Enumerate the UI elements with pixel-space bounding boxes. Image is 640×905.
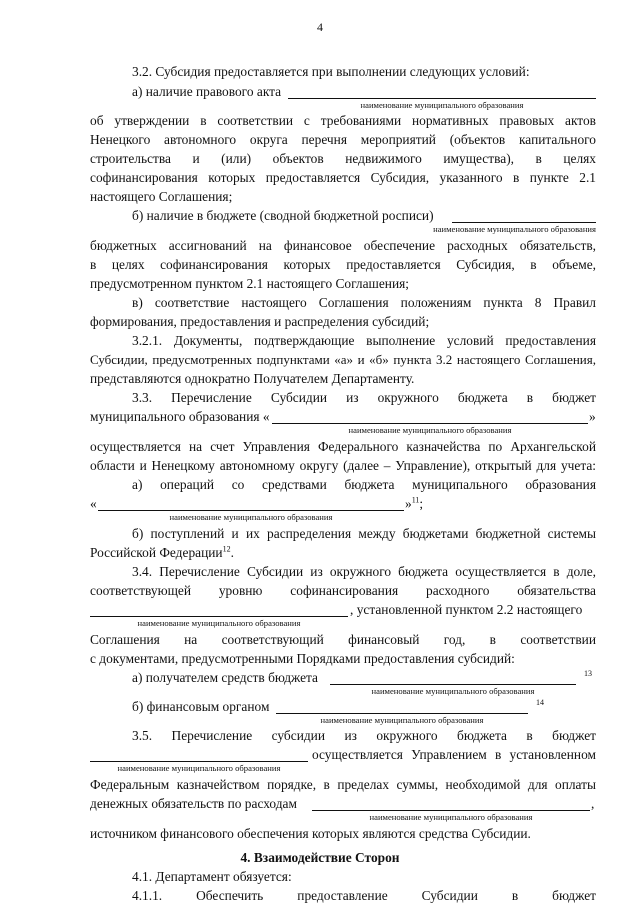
clause-3-4-a-label: а) получателем средств бюджета <box>132 670 318 685</box>
footnote-ref: 14 <box>536 698 544 707</box>
field-caption: наименование муниципального образования <box>320 715 484 725</box>
paragraph-line <box>90 546 234 559</box>
blank-line <box>98 510 404 511</box>
blank-line <box>330 684 576 685</box>
footnote-ref: 13 <box>584 669 592 678</box>
paragraph-line: в) соответствие настоящего Соглашения положениям пункта 8 Правил <box>132 295 596 310</box>
field-caption: наименование муниципального образования <box>360 100 524 110</box>
field-caption: наименование муниципального образования <box>369 812 533 822</box>
field-caption: наименование муниципального образования <box>169 512 333 522</box>
paragraph-line: Федеральным казначейством порядке, в пределах суммы, необходимой для оплаты <box>90 777 596 792</box>
section-heading: 4. Взаимодействие Сторон <box>240 850 400 865</box>
paragraph-line: б) поступлений и их распределения между бюджетами бюджетной системы <box>132 526 596 541</box>
footnote-ref: 12 <box>222 544 231 554</box>
paragraph-line: 4.1. Департамент обязуется: <box>132 869 292 884</box>
field-caption: наименование муниципального образования <box>137 618 301 628</box>
paragraph-line: осуществляется на счет Управления Федерального казначейства по Архангельской <box>90 439 596 454</box>
clause-3-4-b-label: б) финансовым органом <box>132 699 270 714</box>
field-caption: наименование муниципального образования <box>433 224 596 234</box>
clause-3-2-a-label: а) наличие правового акта <box>132 84 282 99</box>
footnote-ref: 11 <box>411 495 420 505</box>
punctuation: . <box>230 545 234 560</box>
paragraph-line: 3.4. Перечисление Субсидии из окружного бюджета осуществляется в доле, <box>132 564 596 579</box>
blank-line <box>288 98 596 99</box>
quote-open: « <box>90 496 97 511</box>
paragraph-text: Российской Федерации <box>90 545 223 560</box>
paragraph-line: соответствующей уровню софинансирования расходного обязательства <box>90 583 596 598</box>
paragraph-line: источником финансового обеспечения которых являются средства Субсидии. <box>90 826 531 841</box>
paragraph-line: 3.3. Перечисление Субсидии из окружного бюджета в бюджет <box>132 390 596 405</box>
paragraph-line: настоящего Соглашения; <box>90 189 233 204</box>
punctuation: ; <box>419 496 424 511</box>
paragraph-line: , установленной пунктом 2.2 настоящего <box>350 602 583 617</box>
page-number: 4 <box>317 20 323 34</box>
field-caption: наименование муниципального образования <box>348 425 512 435</box>
paragraph-line: Ненецкого автономного округа перечня мероприятий (объектов капитального <box>90 132 596 147</box>
blank-line <box>272 423 588 424</box>
paragraph-line: денежных обязательств по расходам <box>90 796 297 811</box>
clause-3-2-b-label: б) наличие в бюджете (сводной бюджетной росписи) <box>132 208 434 223</box>
clause-3-2-title: 3.2. Субсидия предоставляется при выполнении следующих условий: <box>132 64 530 79</box>
paragraph-line: осуществляется Управлением в установленном <box>312 747 596 762</box>
quote-close: » <box>405 496 412 511</box>
paragraph-line: Соглашения на соответствующий финансовый год, в соответствии <box>90 632 596 647</box>
paragraph-line: области и Ненецкому автономному округу (далее – Управление), открытый для учета: <box>90 458 596 473</box>
paragraph-line: строительства и (или) объектов недвижимого имущества), в целях <box>90 151 596 166</box>
blank-line <box>90 616 348 617</box>
field-caption: наименование муниципального образования <box>371 686 535 696</box>
blank-line <box>276 713 528 714</box>
paragraph-line: 3.5. Перечисление субсидии из окружного бюджета в бюджет <box>132 728 596 743</box>
quote-close-with-footnote <box>405 497 423 510</box>
paragraph-line: 4.1.1. Обеспечить предоставление Субсидии в бюджет <box>132 889 596 903</box>
paragraph-line: с документами, предусмотренными Порядками предоставления субсидий: <box>90 651 515 666</box>
paragraph-line: формирования, предоставления и распределения субсидий; <box>90 314 430 329</box>
blank-line <box>452 222 596 223</box>
paragraph-line: 3.2.1. Документы, подтверждающие выполнение условий предоставления <box>132 333 596 348</box>
paragraph-line: представляются однократно Получателем Департаменту. <box>90 371 415 386</box>
punctuation: , <box>591 796 595 811</box>
paragraph-line: а) операций со средствами бюджета муниципального образования <box>132 477 596 492</box>
paragraph-line: бюджетных ассигнований на финансовое обеспечение расходных обязательств, <box>90 238 596 253</box>
paragraph-line: Субсидии, предусмотренных подпунктами «а» и «б» пункта 3.2 настоящего Соглашения, <box>90 352 596 367</box>
field-caption: наименование муниципального образования <box>117 763 281 773</box>
paragraph-line: в целях софинансирования которых предоставляется Субсидия, в объеме, <box>90 257 596 272</box>
paragraph-line: об утверждении в соответствии с требованиями нормативных правовых актов <box>90 113 596 128</box>
blank-line <box>90 761 308 762</box>
paragraph-line: софинансирования которых предоставляется Субсидия, указанного в пункте 2.1 <box>90 170 596 185</box>
paragraph-line: муниципального образования « <box>90 409 270 424</box>
paragraph-line: предусмотренном пунктом 2.1 настоящего Соглашения; <box>90 276 410 291</box>
quote-close: » <box>589 409 596 424</box>
blank-line <box>312 810 590 811</box>
